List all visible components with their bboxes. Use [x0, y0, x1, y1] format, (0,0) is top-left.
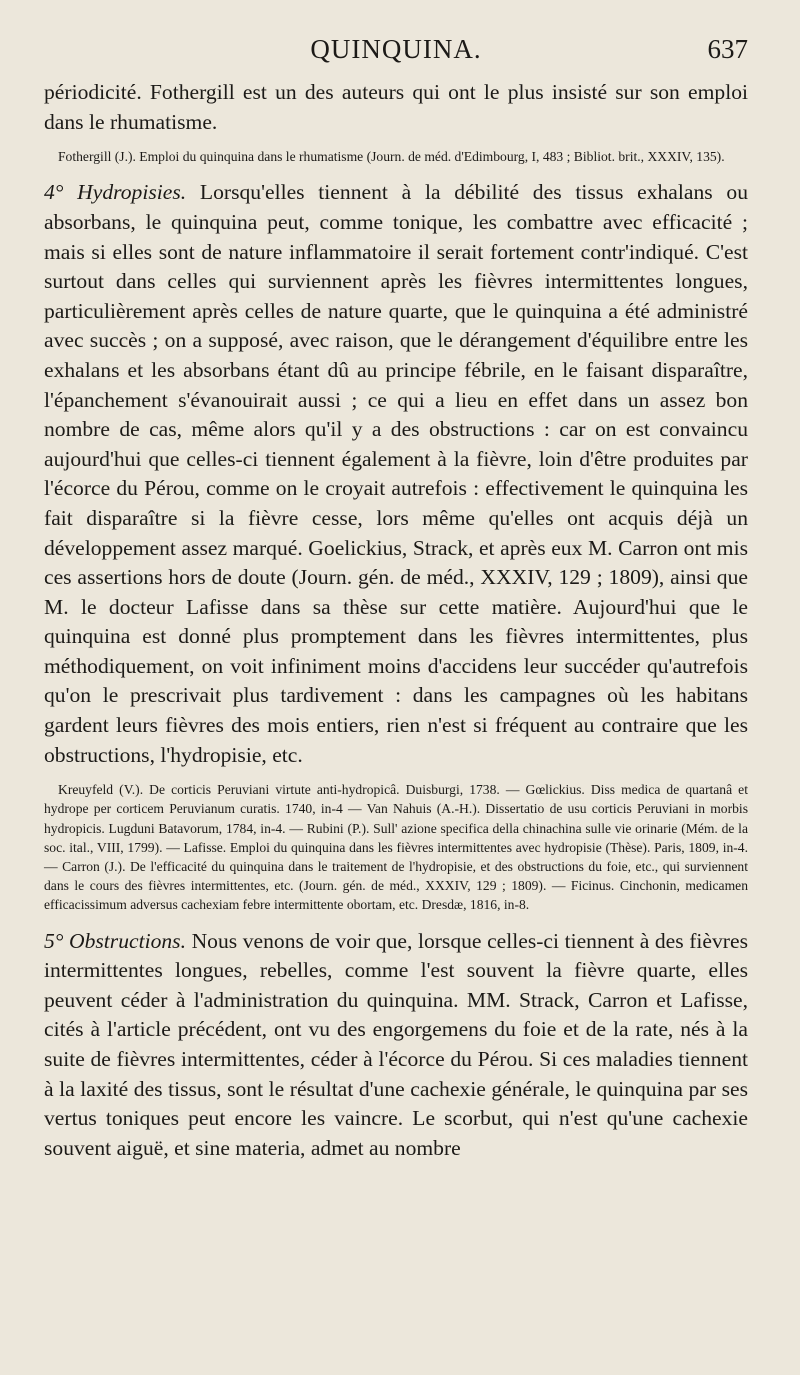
section-label-hydropisies: 4° Hydropisies.: [44, 180, 187, 205]
paragraph-obstructions: [44, 927, 748, 1164]
reference-text: Fothergill (J.). Emploi du quinquina dans le rhumatisme (Journ. de méd. d'Edimbourg, I, 483 ; Bibliot. brit., XXXIV, 135).: [58, 149, 725, 165]
section-label-obstructions: 5° Obstructions.: [44, 928, 186, 953]
page-number: 637: [707, 34, 748, 64]
running-title: QUINQUINA.: [310, 34, 482, 64]
paragraph-text: Nous venons de voir que, lorsque celles-ci tiennent à des fièvres intermittentes longues, rebelles, comme l'est souvent la fièvre quarte, elles peuvent céder à l'administration du quinquina. MM. Strack, Carron et Lafisse, cités à l'article précédent, ont vu des engorgemens du foie et de la rate, nés à la suite de fièvres intermittentes, céder à l'écorce du Pérou. Si ces maladies tiennent à la laxité des tissus, sont le résultat d'une cachexie générale, le quinquina par ses vertus toniques peut encore les vaincre. Le scorbut, qui n'est qu'une cachexie souvent aiguë, et sine materia, admet au nombre: [44, 928, 748, 1160]
paragraph-text: Lorsqu'elles tiennent à la débilité des tissus exhalans ou absorbans, le quinquina peut, comme tonique, les combattre avec efficacité ; mais si elles sont de nature inflammatoire il serait fortement contr'indiqué. C'est surtout dans celles qui surviennent après les fièvres intermittentes longues, particulièrement après celles de nature quarte, que le quinquina a été administré avec succès ; on a supposé, avec raison, que le dérangement d'équilibre entre les exhalans et les absorbans étant dû au principe fébrile, en le faisant disparaître, l'épanchement s'évanouirait aussi ; ce qui a lieu en effet dans un assez bon nombre de cas, même alors qu'il y a des obstructions : car on est convaincu aujourd'hui que celles-ci tiennent également à la fièvre, loin d'être produites par l'écorce du Pérou, comme on le croyait autrefois : effectivement le quinquina les fait disparaître si la fièvre cesse, lors même qu'elles ont acquis déjà un développement assez marqué. Goelickius, Strack, et après eux M. Carron ont mis ces assertions hors de doute (Journ. gén. de méd., XXXIV, 129 ; 1809), ainsi que M. le docteur Lafisse dans sa thèse sur cette matière. Aujourd'hui que le quinquina est donné plus promptement dans les fièvres intermittentes, plus méthodiquement, on voit infiniment moins d'accidens leur succéder qu'autrefois qu'on le prescrivait plus tardivement : dans les campagnes où les habitans gardent leurs fièvres des mois entiers, rien n'est si fréquent au contraire que les obstructions, l'hydropisie, etc.: [44, 180, 749, 767]
paragraph-hydropisies: [44, 178, 748, 770]
reference-text: Kreuyfeld (V.). De corticis Peruviani virtute anti-hydropicâ. Duisburgi, 1738. — Gœlickius. Diss medica de quartanâ et hydrope per corticem Peruvianum curatis. 1740, in-4 — Van Nahuis (A.-H.). Dissertatio de usu corticis Peruviani in morbis hydropicis. Lugduni Batavorum, 1784, in-4. — Rubini (P.). Sull' azione specifica della chinachina sulle vie orinarie (Mém. de la soc. ital., VIII, 1799). — Lafisse. Emploi du quinquina dans les fièvres intermittentes avec hydropisie (Thèse). Paris, 1809, in-4. — Carron (J.). De l'efficacité du quinquina dans le traitement de l'hydropisie, et des obstructions du foie, etc., qui surviennent dans le cours des fièvres intermittentes, etc. (Journ. gén. de méd., XXXIV, 129 ; 1809). — Ficinus. Cinchonin, medicamen efficacissimum adversus cachexiam febre intermittente obortam, etc. Dresdæ, 1816, in-8.: [44, 782, 748, 913]
running-head: [44, 34, 748, 78]
paragraph-continuation: périodicité. Fothergill est un des auteurs qui ont le plus insisté sur son emploi dans le rhumatisme.: [44, 80, 748, 134]
reference-note-fothergill: [44, 147, 748, 166]
reference-note-hydropisies: [44, 780, 748, 914]
